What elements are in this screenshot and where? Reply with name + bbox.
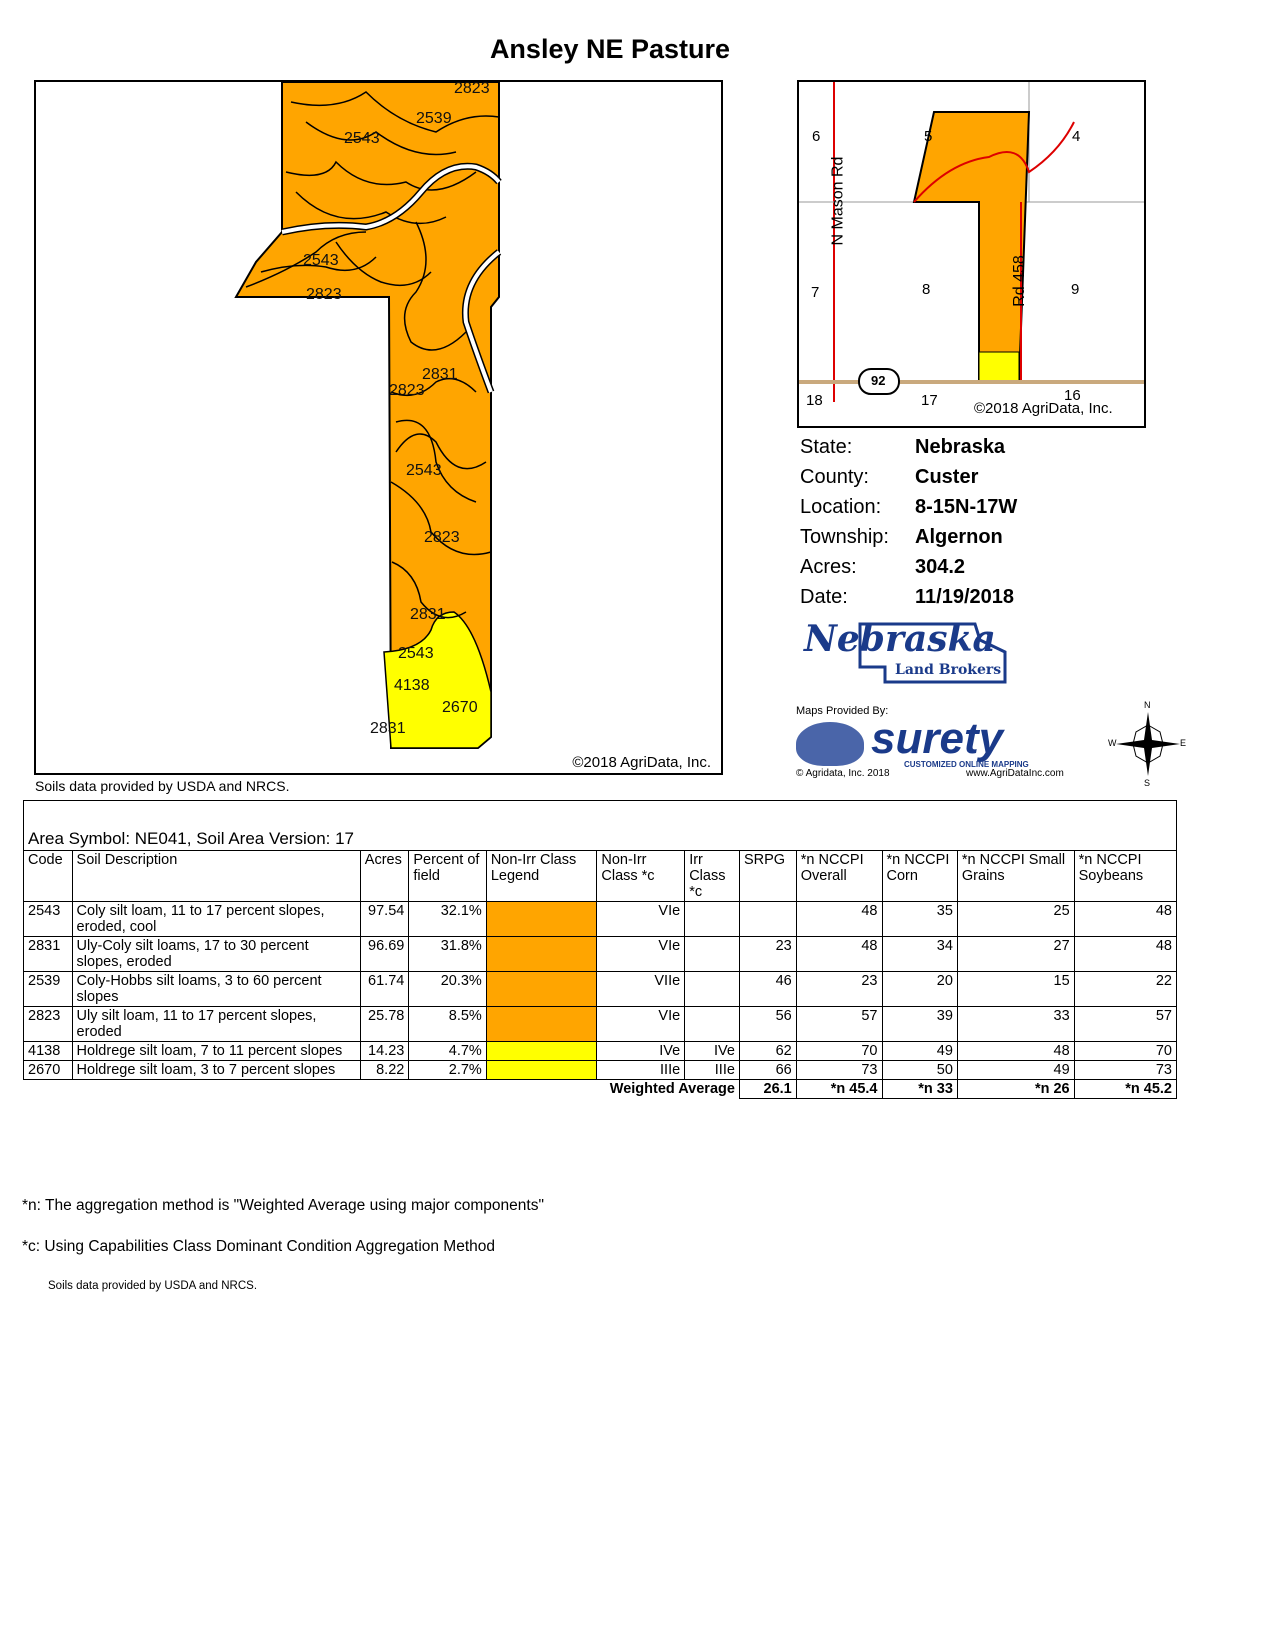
section-label: 18 — [806, 392, 823, 409]
property-info — [800, 432, 1017, 612]
section-label: 7 — [811, 284, 820, 301]
soil-label: 2539 — [416, 110, 452, 127]
maps-provided-by: Maps Provided By: — [796, 705, 889, 717]
page-title: Ansley NE Pasture — [489, 34, 731, 64]
info-row-state: State: Nebraska — [800, 436, 1006, 458]
soil-map-drawing — [36, 82, 725, 777]
soils-note: Soils data provided by USDA and NRCS. — [35, 778, 290, 794]
weighted-average-row: Weighted Average 26.1 *n 45.4 *n 33 *n 26 *n 45.2 — [24, 1080, 1177, 1099]
section-label: 6 — [812, 128, 821, 145]
info-row-location: Location: 8-15N-17W — [800, 496, 1018, 518]
soil-label: 2831 — [410, 606, 446, 623]
table-row: 2539 Coly-Hobbs silt loams, 3 to 60 percent slopes 61.74 20.3% VIIe 46 23 20 15 22 — [24, 972, 1177, 1007]
soil-label: 2543 — [344, 130, 380, 147]
soils-source-note: Soils data provided by USDA and NRCS. — [48, 1280, 258, 1292]
table-row: 2823 Uly silt loam, 11 to 17 percent slopes, eroded 25.78 8.5% VIe 56 57 39 33 57 — [24, 1007, 1177, 1042]
section-label: 17 — [921, 392, 938, 409]
soil-label: 2831 — [370, 720, 406, 737]
soil-table — [23, 800, 1177, 1099]
area-symbol: Area Symbol: NE041, Soil Area Version: 17 — [24, 801, 1177, 851]
location-map[interactable] — [797, 80, 1146, 428]
soil-label: 4138 — [394, 677, 430, 694]
soil-map[interactable] — [34, 80, 723, 775]
compass-rose-icon: N S E W — [1108, 700, 1187, 788]
table-row: 2543 Coly silt loam, 11 to 17 percent slopes, eroded, cool 97.54 32.1% VIe 48 35 25 48 — [24, 902, 1177, 937]
soil-label: 2543 — [406, 462, 442, 479]
info-row-acres: Acres: 304.2 — [800, 556, 966, 578]
soil-label: 2823 — [389, 382, 425, 399]
soil-label: 2823 — [424, 529, 460, 546]
section-label: 9 — [1071, 281, 1080, 298]
soil-label: 2543 — [398, 645, 434, 662]
info-row-township: Township: Algernon — [800, 526, 1003, 548]
footnote-n: *n: The aggregation method is "Weighted Average using major components" — [22, 1197, 544, 1214]
soil-label: 2670 — [442, 699, 478, 716]
section-label: 8 — [922, 281, 931, 298]
loc-map-copyright: ©2018 AgriData, Inc. — [974, 400, 1113, 417]
soil-label: 2543 — [303, 252, 339, 269]
footnote-c: *c: Using Capabilities Class Dominant Condition Aggregation Method — [22, 1238, 496, 1255]
table-row: 2831 Uly-Coly silt loams, 17 to 30 percent slopes, eroded 96.69 31.8% VIe 23 48 34 27 48 — [24, 937, 1177, 972]
road-label-458: Rd 458 — [1010, 255, 1028, 307]
soil-label: 2831 — [422, 366, 458, 383]
section-label: 4 — [1072, 128, 1081, 145]
highway-shield: 92 — [871, 373, 886, 388]
location-map-drawing — [799, 82, 1146, 428]
surety-logo: surety CUSTOMIZED ONLINE MAPPING © Agridata, Inc. 2018 www.AgriDataInc.com — [796, 714, 1064, 779]
info-row-date: Date: 11/19/2018 — [800, 586, 1014, 608]
road-label-mason: N Mason Rd — [829, 156, 847, 246]
nebraska-land-brokers-logo: Nebraska Land Brokers — [800, 612, 1015, 690]
soil-label: 2823 — [306, 286, 342, 303]
table-row: 4138 Holdrege silt loam, 7 to 11 percent slopes 14.23 4.7% IVe IVe 62 70 49 48 70 — [24, 1042, 1177, 1061]
table-header: Code Soil Description Acres Percent of field Non-Irr Class Legend Non-Irr Class *c Irr Class *c SRPG *n NCCPI Overall *n NCCPI Corn *n NCCPI Small Grains *n NCCPI Soybeans — [24, 851, 1177, 902]
info-row-county: County: Custer — [800, 466, 979, 488]
section-label: 5 — [924, 128, 933, 145]
soil-label: 2823 — [454, 80, 490, 97]
map-copyright: ©2018 AgriData, Inc. — [572, 754, 711, 771]
table-row: 2670 Holdrege silt loam, 3 to 7 percent slopes 8.22 2.7% IIIe IIIe 66 73 50 49 73 — [24, 1061, 1177, 1080]
section-label: 16 — [1064, 387, 1081, 404]
